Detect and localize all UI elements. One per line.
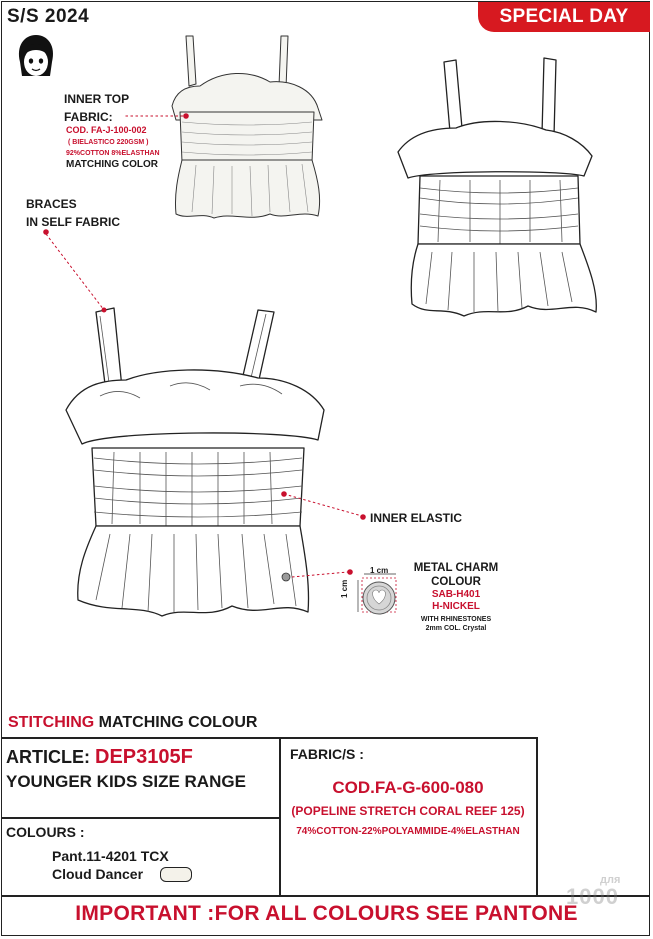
colour-pantone: Pant.11-4201 TCX xyxy=(52,848,169,864)
table-left-rule xyxy=(2,817,281,819)
fabric-composition: 74%COTTON-22%POLYAMMIDE-4%ELASTHAN xyxy=(296,826,520,837)
article-label: ARTICLE: xyxy=(6,747,90,767)
season-label: S/S 2024 xyxy=(7,6,90,27)
table-top-rule xyxy=(2,737,538,739)
inner-top-sketch xyxy=(172,36,322,218)
charm-title1: METAL CHARM xyxy=(413,562,499,574)
charm-width-dim: 1 cm xyxy=(370,566,389,575)
charm-spec xyxy=(404,561,508,633)
collection-tag: SPECIAL DAY xyxy=(478,2,650,32)
inner-top-fabric-label: FABRIC: xyxy=(64,110,113,124)
charm-finish: H-NICKEL xyxy=(432,601,480,612)
article-block xyxy=(6,746,193,769)
watermark-large: 1000 xyxy=(566,884,619,909)
braces-line2: IN SELF FABRIC xyxy=(26,215,121,229)
inner-top-title: INNER TOP xyxy=(64,92,130,106)
colours-heading: COLOURS : xyxy=(6,824,85,840)
article-code: DEP3105F xyxy=(95,746,193,768)
charm-extra2: 2mm COL. Crystal xyxy=(425,625,487,632)
size-range: YOUNGER KIDS SIZE RANGE xyxy=(6,772,246,791)
pantone-notice: IMPORTANT :FOR ALL COLOURS SEE PANTONE xyxy=(75,902,578,925)
braces-leader xyxy=(46,234,104,310)
table-bottom-rule xyxy=(2,895,650,897)
inner-top-composition: 92%COTTON 8%ELASTHAN xyxy=(66,150,160,157)
watermark-small: для xyxy=(600,874,621,886)
inner-top-color-note: MATCHING COLOR xyxy=(66,159,159,170)
fabrics-heading: FABRIC/S : xyxy=(290,746,364,762)
charm-height-dim: 1 cm xyxy=(340,579,349,598)
stitching-value: MATCHING COLOUR xyxy=(98,714,258,731)
back-view-sketch xyxy=(398,58,596,316)
stitching-note xyxy=(8,714,257,732)
charm-on-garment xyxy=(282,573,290,581)
fabric-code: COD.FA-G-600-080 xyxy=(332,778,484,797)
charm-title2: COLOUR xyxy=(431,576,481,588)
inner-elastic-label: INNER ELASTIC xyxy=(370,511,463,525)
charm-code: SAB-H401 xyxy=(431,589,481,600)
inner-top-code: COD. FA-J-100-002 xyxy=(66,125,147,135)
charm-extra1: WITH RHINESTONES xyxy=(420,616,492,623)
colour-swatch xyxy=(160,867,192,882)
stitching-label: STITCHING xyxy=(8,714,95,731)
colour-name: Cloud Dancer xyxy=(52,866,144,882)
front-view-sketch xyxy=(66,308,324,616)
fabric-description: (POPELINE STRETCH CORAL REEF 125) xyxy=(291,804,525,818)
table-right-divider xyxy=(536,737,538,897)
inner-top-detail: ( BIELASTICO 220GSM ) xyxy=(68,139,149,146)
braces-line1: BRACES xyxy=(26,197,77,211)
